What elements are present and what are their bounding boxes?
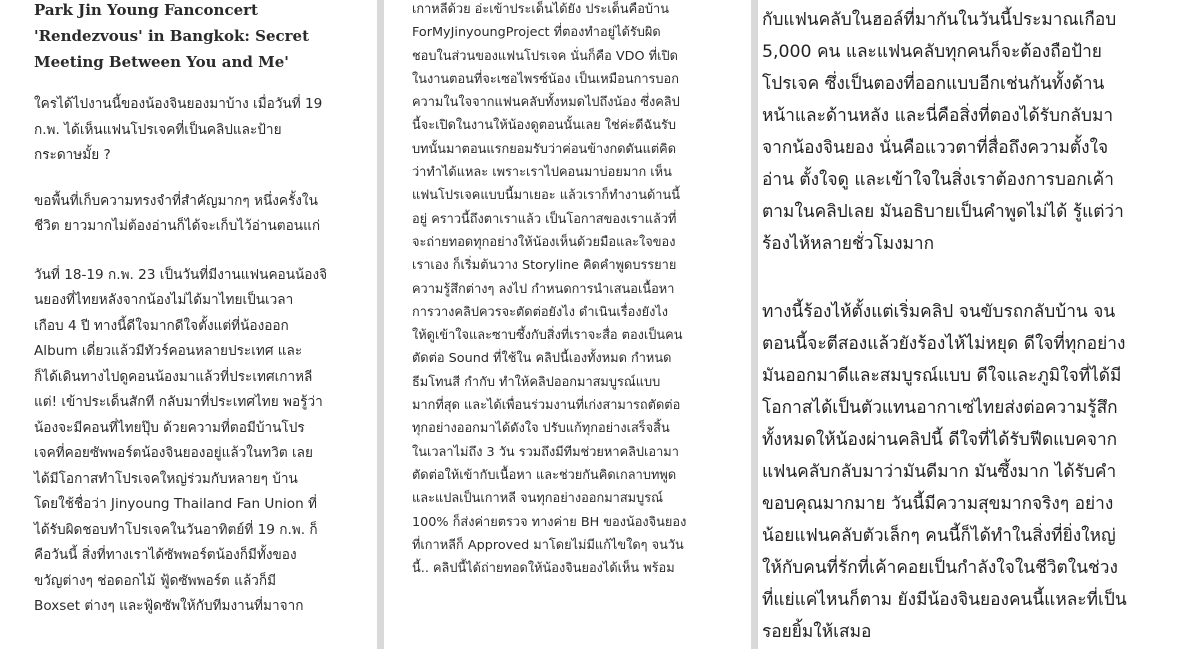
paragraph-closing: ทางนี้ร้องไห้ตั้งแต่เริ่มคลิป จนขับรถกลับบ้าน จน ตอนนี้จะตีสองแล้วยังร้องไห้ไม่หยุด ดีใจที่ทุกอย่าง มันออกมาดีและสมบูรณ์แบบ ดีใจและภูมิใจที่ได้มี โอกาสได้เป็นตัวแทนอากาเซ่ไทยส่งต่อความรู้สึก ทั้งหมดให้น้องผ่านคลิปนี้ ดีใจที่ได้รับฟีดแบคจาก แฟนคลับกลับมาว่ามันดีมาก มันซึ้งมาก ได้รับคำ ขอบคุณมากมาย วันนี้มีความสุขมากจริงๆ อย่าง น้อยแฟนคลับตัวเล็กๆ คนนี้ก็ได้ทำในสิ่งที่ยิ่งใหญ่ ให้กับคนที่รักที่เค้าคอยเป็นกำลังใจในชีวิตในช่วง ที่แย่แค่ไหนก็ตาม ยังมีน้องจินยองคนนี้แหละที่เป็น รอยยิ้มให้เสมอ [762,302,1127,642]
column-divider [751,0,758,649]
paragraph-fan-reaction: กับแฟนคลับในฮอล์ที่มากันในวันนี้ประมาณเกือบ 5,000 คน และแฟนคลับทุกคนก็จะต้องถือป้าย โปรเจค ซึ่งเป็นตองที่ออกแบบอีกเช่นกันทั้งด้าน หน้าและด้านหลัง และนี่คือสิ่งที่ตองได้รับกลับมา จากน้องจินยอง นั่นคือแววตาที่สื่อถึงความตั้งใจ อ่าน ตั้งใจดู และเข้าใจในสิ่งเราต้องการบอกเค้า ตามในคลิปเลย มันอธิบายเป็นคำพูดไม่ได้ รู้แต่ว่า ร้องไห้หลายชั่วโมงมาก [762,10,1124,254]
paragraph-memory: ขอพื้นที่เก็บความทรงจำที่สำคัญมากๆ หนึ่งครั้งใน ชีวิต ยาวมากไม่ต้องอ่านก็ได้จะเก็บไว้อ่านตอนแก่ [34,192,321,234]
column-divider [377,0,384,649]
paragraph-story-continued: เกาหลีด้วย อ่ะเข้าประเด็นได้ยัง ประเด็นคือบ้าน ForMyJinyoungProject ที่ตองทำอยู่ได้รับผิด ชอบในส่วนของแฟนโปรเจค นั่นก็คือ VDO ที่เปิด ในงานตอนที่จะเซอไพรซ์น้อง เป็นเหมือนการบอก ความในใจจากแฟนคลับทั้งหมดไปถึงน้อง ซึ่งคลิป นี้จะเปิดในงานให้น้องดูตอนนั้นเลย ใช่ค่ะดีฉันรับ บทนั้นมาตอนแรกยอมรับว่าค่อนข้างกดดันแต่คิด ว่าทำได้แหละ เพราะเราไปคอนมาบ่อยมาก เห็น แฟนโปรเจคแบบนี้มาเยอะ แล้วเราก็ทำงานด้านนี้ อยู่ คราวนี้ถึงตาเราแล้ว เป็นโอกาสของเราแล้วที่ จะถ่ายทอดทุกอย่างให้น้องเห็นด้วยมือและใจของ เราเอง ก็เริ่มต้นวาง Storyline คิดคำพูดบรรยาย ความรู้สึกต่างๆ ลงไป กำหนดการนำเสนอเนื้อหา การวางคลิปควรจะตัดต่อยังไง ดำเนินเรื่องยังไง ให้ดูเข้าใจและซาบซึ้งกับสิ่งที่เราจะสื่อ ตองเป็นคน ตัดต่อ Sound ที่ใช้ใน คลิปนี้เองทั้งหมด กำหนด ธีมโทนสี กำกับ ทำให้คลิปออกมาสมบูรณ์แบบ มากที่สุด และได้เพื่อนร่วมงานที่เก่งสามารถตัดต่อ ทุกอย่างออกมาได้ดังใจ ปรับแก้ทุกอย่างเสร็จสิ้น ในเวลาไม่ถึง 3 วัน รวมถึงมีทีมช่วยหาคลิปเอามา ตัดต่อให้เข้ากับเนื้อหา และช่วยกันคิดเกลาบทพูด และแปลเป็นเกาหลี จนทุกอย่างออกมาสมบูรณ์ 100% ก็ส่งค่ายตรวจ ทางค่าย BH ของน้องจินยอง ที่เกาหลีก็ Approved มาโดยไม่มีแก้ไขใดๆ จนวัน นี้.. คลิปนี้ได้ถ่ายทอดให้น้องจินยองได้เห็น พร้อม [412,2,687,577]
paragraph-intro: ใครได้ไปงานนี้ของน้องจินยองมาบ้าง เมื่อวันที่ 19 ก.พ. ได้เห็นแฟนโปรเจคที่เป็นคลิปและป้าย กระดาษมั้ย ? [34,96,323,163]
middle-column [384,0,751,649]
post-title: Park Jin Young Fanconcert 'Rendezvous' in Bangkok: Secret Meeting Between You and Me' [34,1,309,71]
right-column [758,0,1179,649]
left-column [0,0,377,649]
paragraph-story-start: วันที่ 18-19 ก.พ. 23 เป็นวันที่มีงานแฟนคอนน้องจิ นยองที่ไทยหลังจากน้องไม่ได้มาไทยเป็นเวลา เกือบ 4 ปี ทางนี้ดีใจมากดีใจตั้งแต่ที่น้องออก Album เดี่ยวแล้วมีทัวร์คอนหลายประเทศ และ ก็ได้เดินทางไปดูคอนน้องมาแล้วที่ประเทศเกาหลี แต่! เข้าประเด็นสักที กลับมาที่ประเทศไทย พอรู้ว่า น้องจะมีคอนที่ไทยปุ๊บ ด้วยความที่ตอมีบ้านโปร เจคที่คอยซัพพอร์ตน้องจินยองอยู่แล้วในทวิต เลย ได้มีโอกาสทำโปรเจคใหญ่ร่วมกับหลายๆ บ้าน โดยใช้ชื่อว่า Jinyoung Thailand Fan Union ที่ ได้รับผิดชอบทำโปรเจคในวันอาทิตย์ที่ 19 ก.พ. ก็ คือวันนี้ สิ่งที่ทางเราได้ซัพพอร์ตน้องก็มีทั้งของ ขวัญต่างๆ ช่อดอกไม้ ฟู้ดซัพพอร์ต แล้วก็มี Boxset ต่างๆ และฟู้ดซัพให้กับทีมงานที่มาจาก [34,266,328,614]
